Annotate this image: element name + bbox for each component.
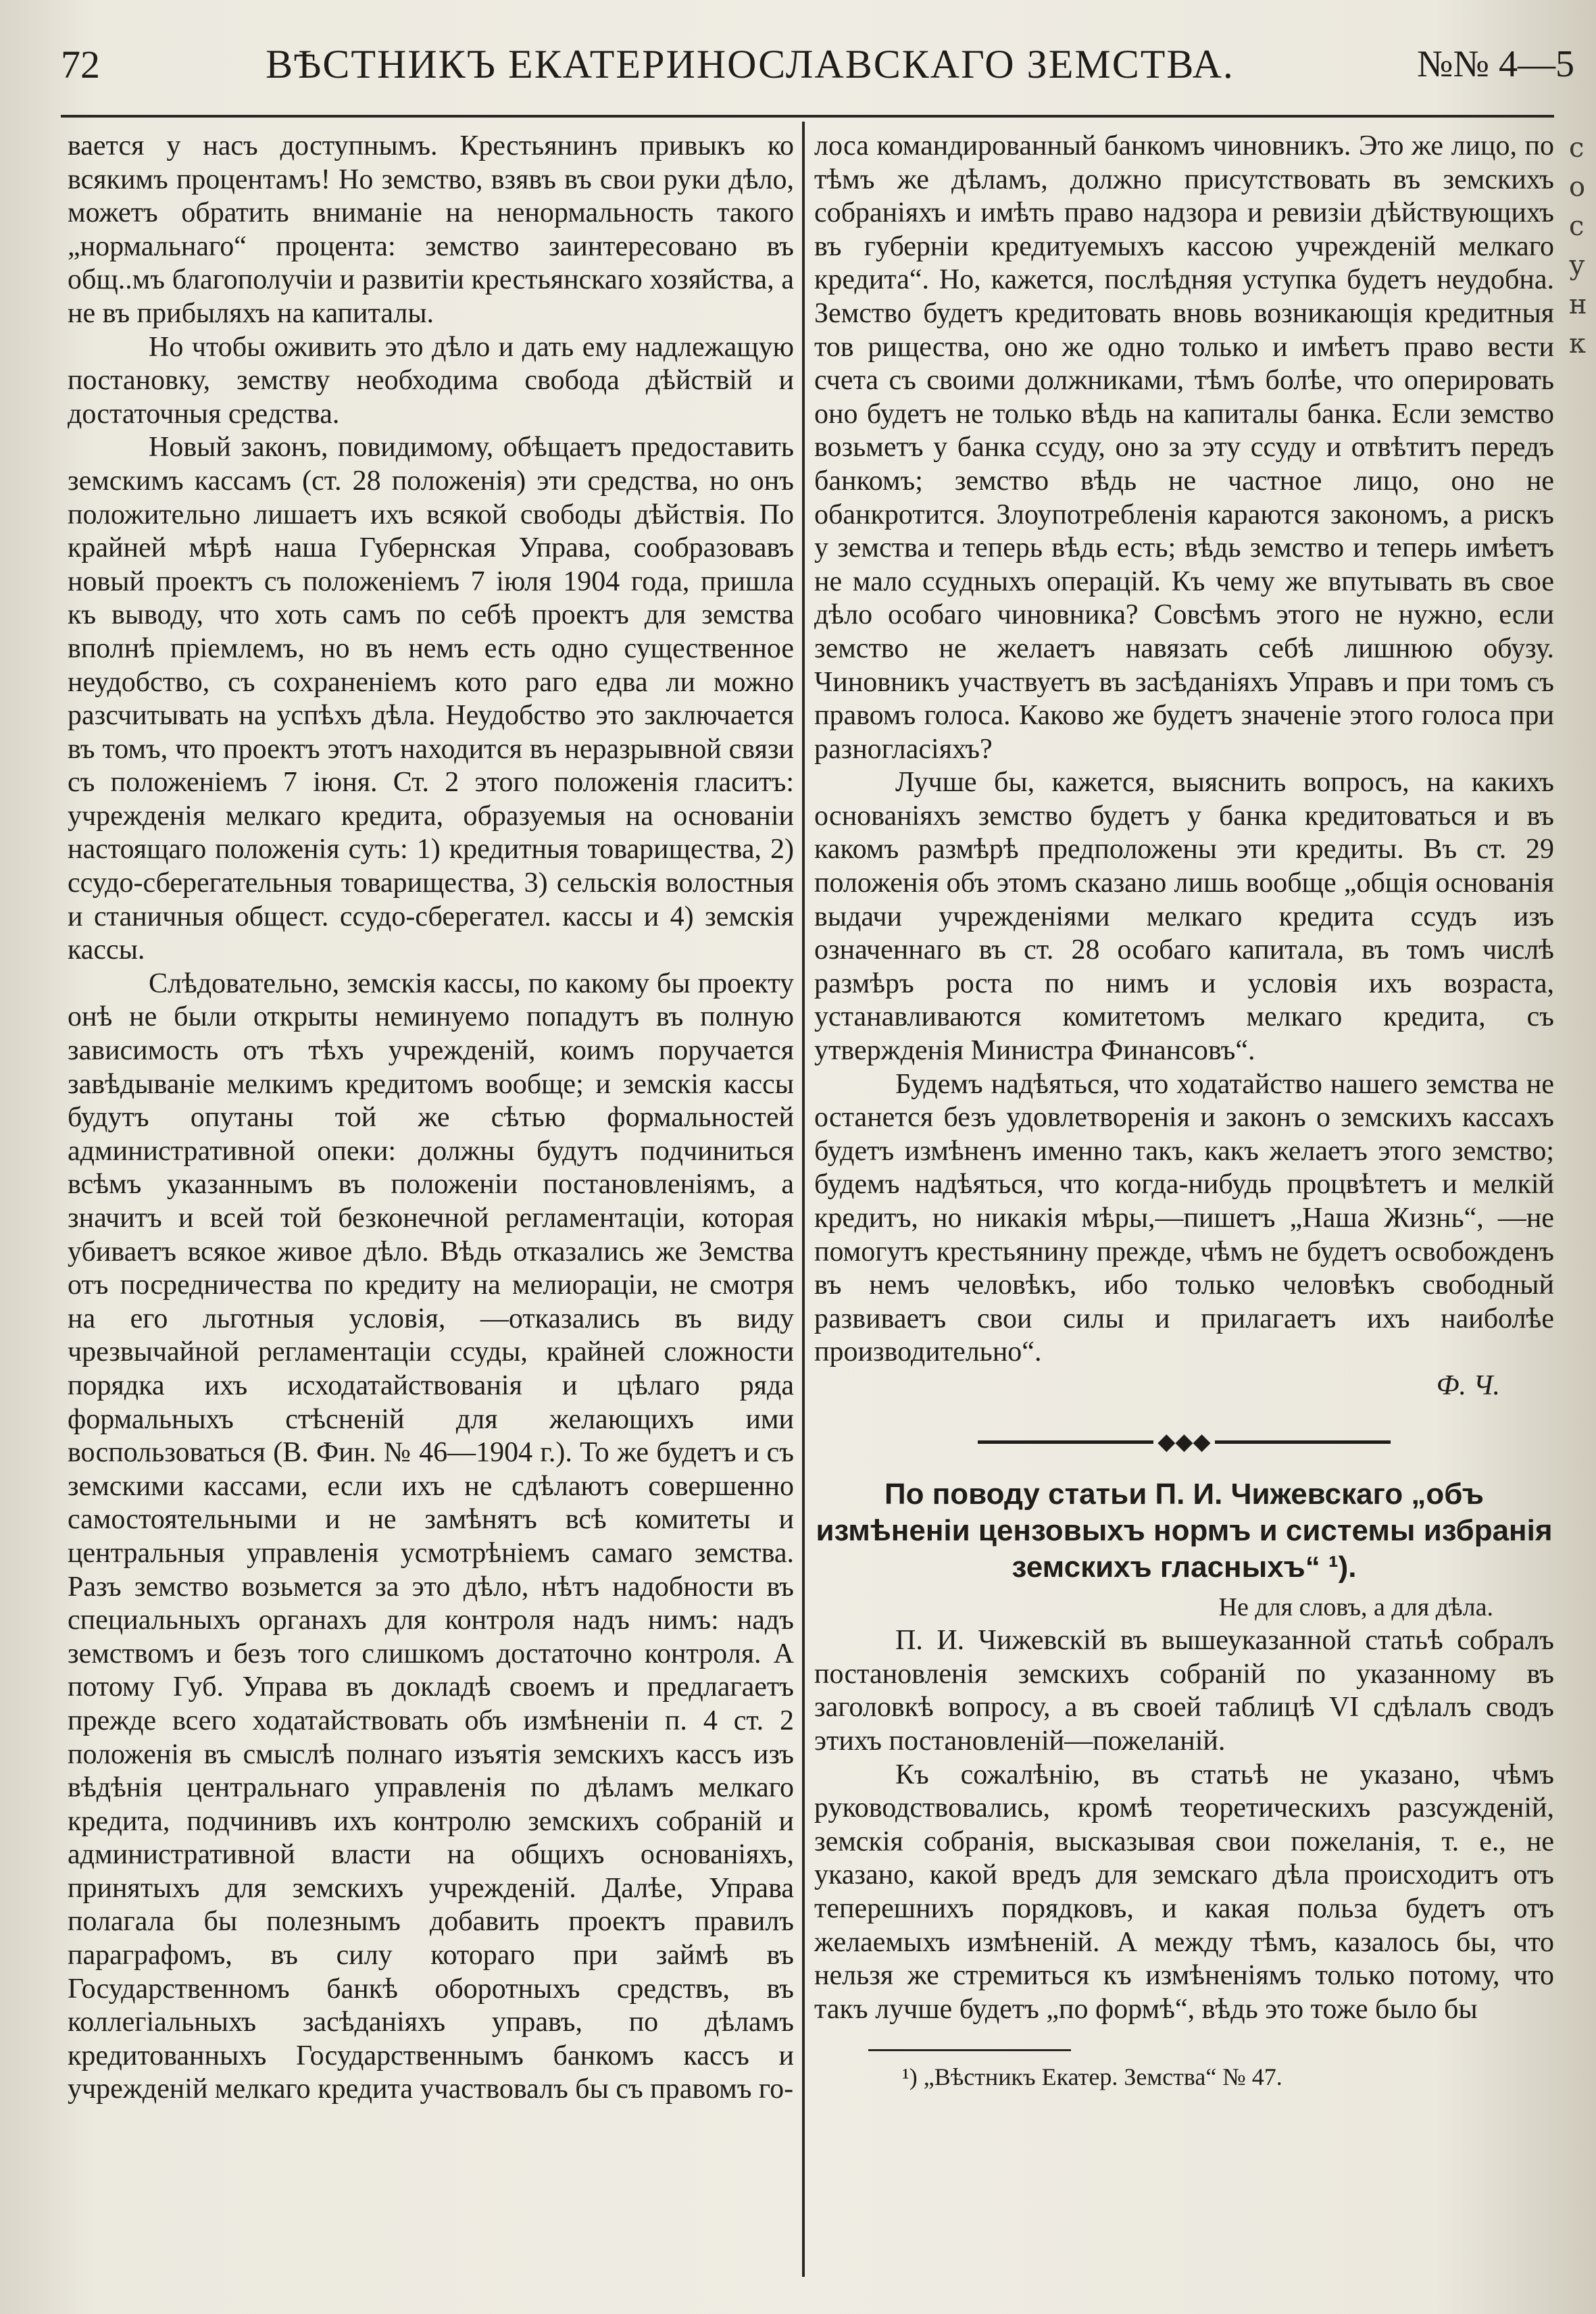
- edge-letter: к: [1569, 328, 1586, 359]
- header-rule: [61, 115, 1554, 118]
- paragraph: вается у насъ доступнымъ. Крестьянинъ привыкъ ко всякимъ процентамъ! Но земство, взявъ въ свои руки дѣло, можетъ обратить вниманіе на ненормальность такого „нормальнаго“ процента: земство заинтересовано въ общ..мъ благополучіи и развитіи крестьянскаго хозяйства, а не въ прибыляхъ на капиталы.: [68, 130, 794, 329]
- footnote: ¹) „Вѣстникъ Екатер. Земства“ № 47.: [902, 2063, 1282, 2091]
- adjacent-page-edge: [1569, 128, 1596, 561]
- edge-letter: у: [1569, 250, 1585, 281]
- paragraph: Новый законъ, повидимому, обѣщаетъ предоставить земскимъ кассамъ (ст. 28 положенія) эти средства, но онъ положительно лишаетъ ихъ всякой свободы дѣйствія. По крайней мѣрѣ наша Губернская Управа, сообразовавъ новый проектъ съ положеніемъ 7 іюля 1904 года, пришла къ выводу, что хоть самъ по себѣ проектъ для земства вполнѣ пріемлемъ, но въ немъ есть одно существенное неудобство, съ сохраненіемъ кото раго едва ли можно разсчитывать на успѣхъ дѣла. Неудобство это заключается въ томъ, что проектъ этотъ находится въ неразрывной связи съ положеніемъ 7 іюня. Ст. 2 этого положенія гласитъ: учрежденія мелкаго кредита, образуемыя на основаніи настоящаго положенія суть: 1) кредитныя товарищества, 2) ссудо-сберегательныя товарищества, 3) сельскія волостныя и станичныя общест. ссудо-сберегател. кассы и 4) земскія кассы.: [68, 432, 794, 966]
- paragraph: Къ сожалѣнію, въ статьѣ не указано, чѣмъ руководствовались, кромѣ теоретическихъ разсужденій, земскія собранія, высказывая свои пожеланія, т. е., не указано, какой вредъ для земскаго дѣла происходитъ отъ теперешнихъ порядковъ, и какая польза будетъ отъ желаемыхъ измѣненій. А между тѣмъ, казалось бы, что нельзя же стремиться къ измѣненіямъ только потому, что такъ лучше будетъ „по формѣ“, вѣдь это тоже было бы: [814, 1759, 1554, 2025]
- paragraph: Но чтобы оживить это дѣло и дать ему надлежащую постановку, земству необходима свобода дѣйствій и достаточныя средства.: [68, 331, 794, 430]
- paragraph: Будемъ надѣяться, что ходатайство нашего земства не останется безъ удовлетворенія и законъ о земскихъ кассахъ будетъ измѣненъ именно такъ, какъ желаетъ этого земство; будемъ надѣяться, что когда-нибудь процвѣтетъ и мелкій кредитъ, но никакія мѣры,—пишетъ „Наша Жизнь“, —не помогутъ крестьянину прежде, чѣмъ не будетъ освобожденъ въ немъ человѣкъ, ибо только человѣкъ свободный развиваетъ свои силы и прилагаетъ ихъ наиболѣе производительно“.: [814, 1068, 1554, 1368]
- ornament-line: [978, 1440, 1153, 1444]
- article-heading: По поводу статьи П. И. Чижевскаго „объ измѣненіи цензовыхъ нормъ и системы избранія земскихъ гласныхъ“ ¹).: [816, 1477, 1553, 1584]
- issue-number: №№ 4—5: [1417, 43, 1574, 85]
- ornament-line: [1215, 1440, 1391, 1444]
- edge-letter: о: [1569, 172, 1586, 203]
- right-column: [814, 130, 1554, 2094]
- ornament-diamond-icon: ◆◆◆: [1157, 1429, 1211, 1455]
- signature: Ф. Ч.: [1436, 1369, 1500, 1401]
- section-ornament: [814, 1429, 1554, 1455]
- paragraph: лоса командированный банкомъ чиновникъ. Это же лицо, по тѣмъ же дѣламъ, должно присутствовать въ земскихъ собраніяхъ и имѣть право надзора и ревизіи дѣйствующихъ въ губерніи кредитуемыхъ кассою учрежденій мелкаго кредита“. Но, кажется, послѣдняя уступка будетъ неудобна. Земство будетъ кредитовать вновь возникающія кредитныя тов рищества, оно же одно только и имѣетъ право вести счета съ своими должниками, тѣмъ болѣе, что оперировать оно будетъ не только вѣдь на капиталы банка. Если земство возьметъ у банка ссуду, оно за эту ссуду и отвѣтитъ передъ банкомъ; земство вѣдь не частное лицо, оно не обанкротится. Злоупотребленія караются закономъ, а рискъ у земства и теперь вѣдь есть; вѣдь земство и теперь имѣетъ не мало ссудныхъ операцій. Къ чему же впутывать въ свое дѣло особаго чиновника? Совсѣмъ этого не нужно, если земство не желаетъ навязать себѣ лишнюю обузу. Чиновникъ участвуетъ въ засѣданіяхъ Управъ и при томъ съ правомъ голоса. Каково же будетъ значеніе этого голоса при разногласіяхъ?: [814, 130, 1554, 765]
- journal-title: ВѢСТНИКЪ ЕКАТЕРИНОСЛАВСКАГО ЗЕМСТВА.: [266, 41, 1235, 86]
- paragraph: Лучше бы, кажется, выяснить вопросъ, на какихъ основаніяхъ земство будетъ у банка кредитоваться и въ какомъ размѣрѣ предположены эти кредиты. Въ ст. 29 положенія объ этомъ сказано лишь вообще „общія основанія выдачи учрежденіями мелкаго кредита ссудъ изъ означеннаго въ ст. 28 особаго капитала, въ томъ числѣ размѣръ роста по нимъ и условія ихъ возраста, устанавливаются комитетомъ мелкаго кредита, съ утвержденія Министра Финансовъ“.: [814, 767, 1554, 1067]
- paragraph: Слѣдовательно, земскія кассы, по какому бы проекту онѣ не были открыты неминуемо попадутъ въ полную зависимость отъ тѣхъ учрежденій, коимъ поручается завѣдываніе мелкимъ кредитомъ вообще; и земскія кассы будутъ опутаны той же сѣтью формальностей административной опеки: должны будутъ подчиниться всѣмъ указаннымъ въ положеніи постановленіямъ, а значитъ и всей той безконечной регламентаціи, которая убиваетъ всякое живое дѣло. Вѣдь отказались же Земства отъ посредничества по кредиту на мелиораціи, не смотря на его льготныя условія, —отказались въ виду чрезвычайной регламентаціи ссуды, крайней сложности порядка ихъ исходатайствованія и цѣлаго ряда формальныхъ стѣсненій для желающихъ ими воспользоваться (В. Фин. № 46—1904 г.). То же будетъ и съ земскими кассами, если ихъ не сдѣлаютъ совершенно самостоятельными и не замѣнятъ всѣ комитеты и центральныя управленія усмотрѣніемъ самаго земства. Разъ земство возьмется за это дѣло, нѣтъ надобности въ специальныхъ органахъ для контроля надъ нимъ: надъ земствомъ и безъ того слишкомъ достаточно контроля. А потому Губ. Управа въ докладѣ своемъ и предлагаетъ прежде всего ходатайствовать объ измѣненіи п. 4 ст. 2 положенія въ смыслѣ полнаго изъятія земскихъ кассъ изъ вѣдѣнія центральнаго управленія по дѣламъ мелкаго кредита, подчинивъ ихъ контролю земскихъ собраній и административной власти на общихъ основаніяхъ, принятыхъ для земскихъ учрежденій. Далѣе, Управа полагала бы полезнымъ добавить проектъ правилъ параграфомъ, въ силу котораго при займѣ въ Государственномъ банкѣ оборотныхъ средствъ, въ коллегіальныхъ засѣданіяхъ управъ, по дѣламъ кредитованныхъ Государственнымъ банкомъ кассъ и учрежденій мелкаго кредита участвовалъ бы съ правомъ го-: [68, 967, 794, 2105]
- column-divider: [802, 122, 805, 2277]
- paragraph: П. И. Чижевскій въ вышеуказанной статьѣ собралъ постановленія земскихъ собраній по указанному въ заголовкѣ вопросу, а въ своей таблицѣ VI сдѣлалъ сводъ этихъ постановленій—пожеланій.: [814, 1625, 1554, 1757]
- edge-letter: с: [1569, 211, 1585, 242]
- article-epigraph: Не для словъ, а для дѣла.: [1218, 1592, 1493, 1621]
- edge-letter: н: [1569, 289, 1587, 320]
- footnote-rule: [868, 2049, 1071, 2051]
- left-column: [68, 130, 794, 2107]
- edge-letter: с: [1569, 132, 1585, 164]
- page-header: [61, 27, 1574, 101]
- page-number: 72: [61, 42, 100, 86]
